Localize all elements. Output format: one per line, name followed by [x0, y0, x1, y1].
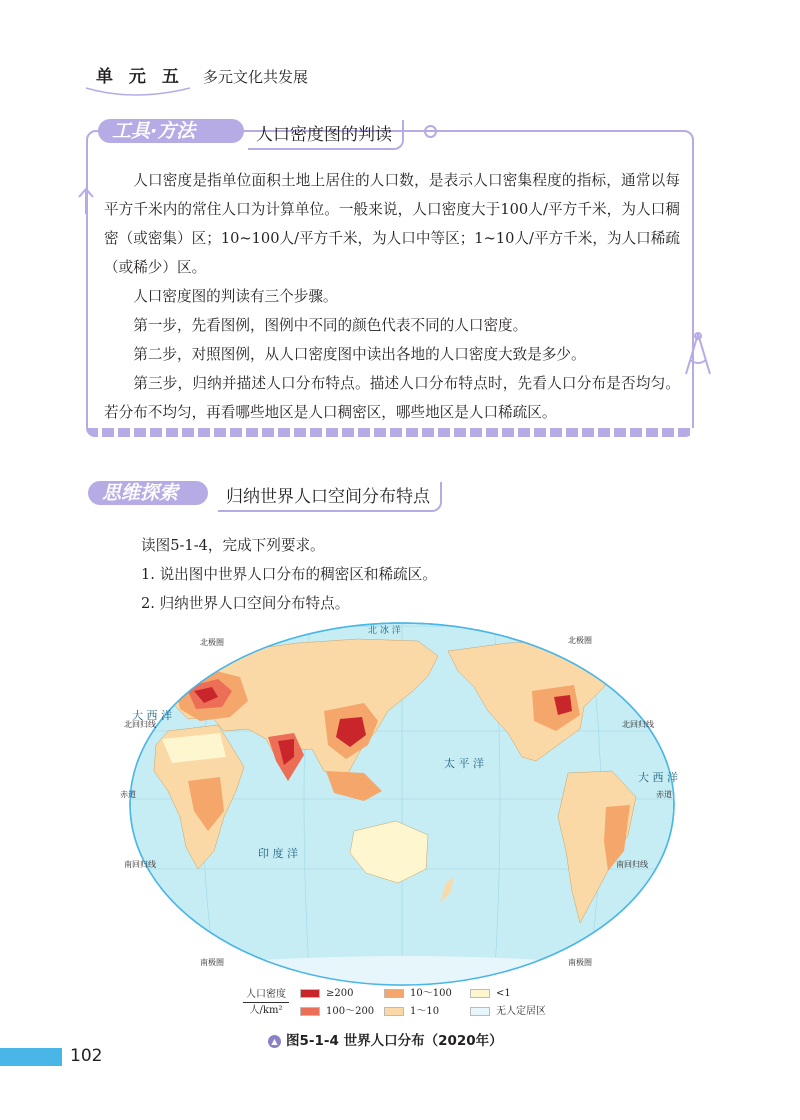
map-legend	[232, 987, 592, 1027]
arctic-circle-right-label: 北极圈	[568, 636, 592, 645]
tool-method-tag: 工具·方法	[98, 119, 244, 143]
legend-label: 无人定居区	[496, 1006, 546, 1017]
unit-label: 单 元 五	[96, 67, 184, 87]
atlantic-ocean-left-label: 大 西 洋	[132, 709, 172, 722]
legend-item	[470, 1007, 546, 1017]
antarctic-circle-right-label: 南极圈	[568, 958, 592, 967]
task-intro: 读图5-1-4，完成下列要求。	[141, 537, 325, 554]
task-block	[141, 531, 437, 618]
legend-swatch	[300, 1007, 320, 1016]
legend-label: ≥200	[326, 988, 354, 999]
indian-ocean-label: 印 度 洋	[258, 847, 298, 860]
legend-label: 100～200	[326, 1006, 375, 1017]
atlantic-ocean-right-label: 大 西 洋	[638, 771, 678, 784]
legend-item	[300, 1007, 374, 1017]
figure-caption	[268, 1029, 503, 1049]
header-decoration	[84, 84, 194, 98]
legend-swatch	[470, 989, 490, 998]
box-bottom-stripe	[86, 428, 694, 437]
think-explore-title: 归纳世界人口空间分布特点	[218, 482, 442, 512]
tropic-capricorn-right-label: 南回归线	[616, 860, 648, 869]
arrow-up-icon	[76, 186, 96, 216]
tool-method-title: 人口密度图的判读	[248, 120, 404, 150]
paragraph: 人口密度是指单位面积土地上居住的人口数，是表示人口密集程度的指标，通常以每平方千米内的常住人口为计算单位。一般来说，人口密度大于100人/平方千米，为人口稠密（或密集）区；10~100人/平方千米，为人口中等区；1~10人/平方千米，为人口稀疏（或稀少）区。	[104, 172, 680, 276]
world-population-map	[120, 621, 678, 991]
paragraph: 第一步，先看图例，图例中不同的颜色代表不同的人口密度。	[133, 317, 528, 334]
legend-swatch	[470, 1007, 490, 1016]
tropic-cancer-left-label: 北回归线	[124, 720, 156, 729]
task-item: 2. 归纳世界人口空间分布特点。	[141, 595, 350, 612]
paragraph: 人口密度图的判读有三个步骤。	[133, 288, 338, 305]
legend-title-bottom: 人/km²	[249, 1005, 283, 1016]
pacific-ocean-label: 太 平 洋	[444, 757, 484, 770]
bubble-decoration	[424, 125, 437, 138]
compass-icon	[680, 330, 716, 378]
equator-right-label: 赤道	[656, 790, 672, 799]
caption-marker-icon: ▲	[268, 1035, 281, 1048]
map-svg	[120, 621, 678, 987]
legend-label: 10～100	[410, 988, 452, 999]
tool-method-body	[104, 166, 680, 427]
legend-item	[384, 1007, 439, 1017]
task-item: 1. 说出图中世界人口分布的稠密区和稀疏区。	[141, 566, 437, 583]
legend-label: 1～10	[410, 1006, 440, 1017]
unit-title: 多元文化共发展	[202, 68, 308, 86]
arctic-ocean-label: 北 冰 洋	[368, 626, 401, 636]
legend-swatch	[384, 1007, 404, 1016]
tropic-capricorn-left-label: 南回归线	[124, 860, 156, 869]
tropic-cancer-right-label: 北回归线	[622, 720, 654, 729]
legend-item	[470, 989, 511, 999]
legend-item	[384, 989, 452, 999]
legend-swatch	[384, 989, 404, 998]
arctic-circle-left-label: 北极圈	[200, 638, 224, 647]
caption-text: 图5-1-4 世界人口分布（2020年）	[286, 1033, 503, 1049]
think-explore-tag: 思维探索	[88, 481, 208, 505]
legend-item	[300, 989, 353, 999]
legend-swatch	[300, 989, 320, 998]
legend-label: <1	[496, 988, 511, 999]
page-number: 102	[70, 1046, 103, 1066]
legend-title-top: 人口密度	[246, 989, 286, 1000]
legend-title	[240, 988, 292, 1017]
antarctic-circle-left-label: 南极圈	[200, 958, 224, 967]
paragraph: 第二步，对照图例，从人口密度图中读出各地的人口密度大致是多少。	[133, 346, 586, 363]
paragraph: 第三步，归纳并描述人口分布特点。描述人口分布特点时，先看人口分布是否均匀。若分布不均匀，再看哪些地区是人口稠密区，哪些地区是人口稀疏区。	[104, 375, 680, 421]
equator-left-label: 赤道	[120, 790, 136, 799]
page-tab	[0, 1048, 62, 1066]
